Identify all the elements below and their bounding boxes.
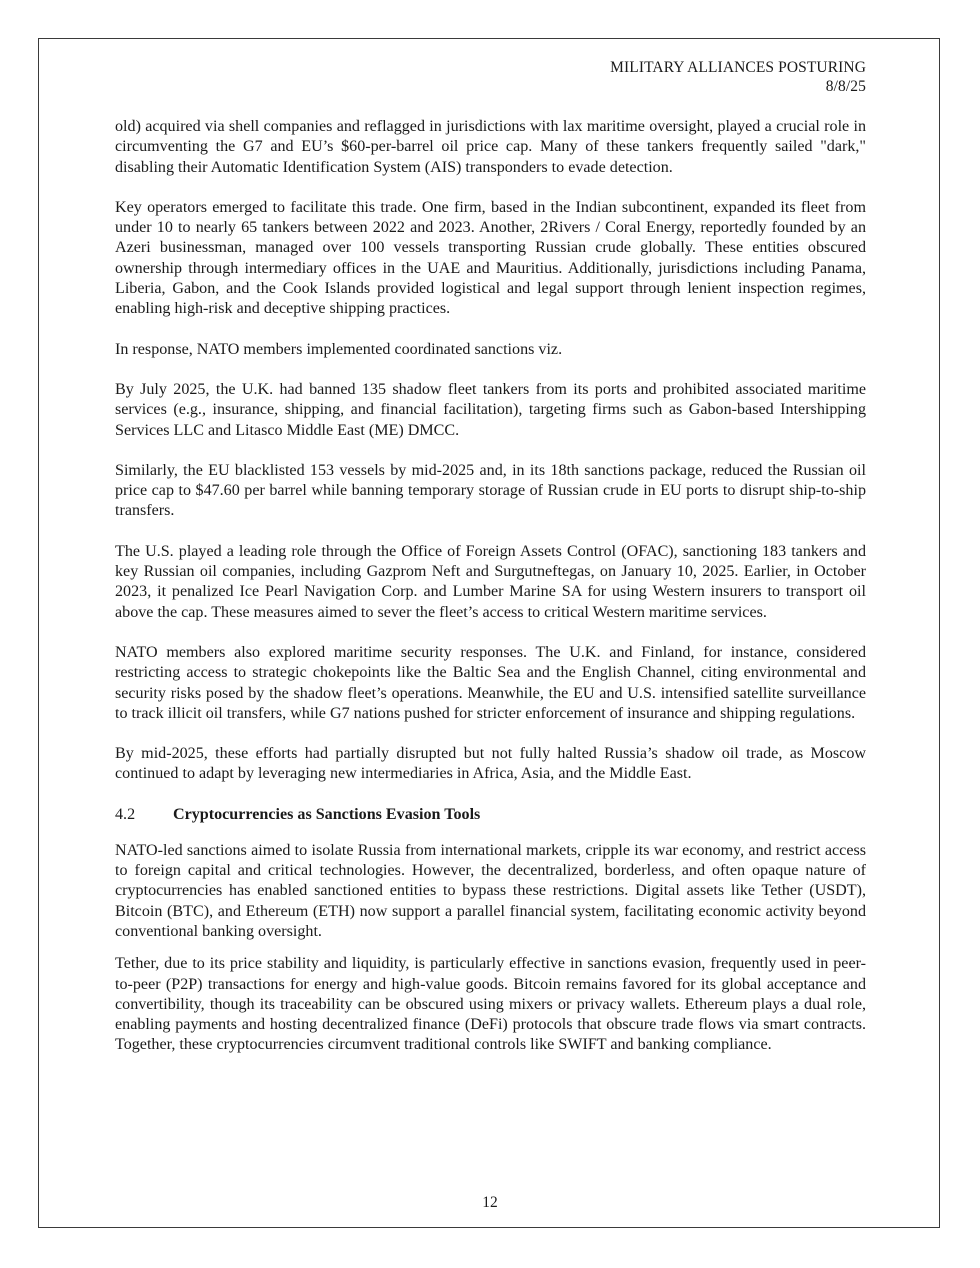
paragraph: old) acquired via shell companies and reflagged in jurisdictions with lax maritime oversight, played a crucial role in circumventing the G7 and EU’s $60-per-barrel oil price cap. Many of these tankers frequently sailed "dark," disabling their Automatic Identification System (AIS) transponders to evade detection. — [115, 118, 866, 176]
header-date: 8/8/25 — [825, 78, 866, 95]
paragraph: By July 2025, the U.K. had banned 135 shadow fleet tankers from its ports and prohibited associated maritime services (e.g., insurance, shipping, and financial facilitation), targeting firms such as Gabon-based Intershipping Services LLC and Litasco Middle East (ME) DMCC. — [115, 380, 866, 439]
paragraph: The U.S. played a leading role through the Office of Foreign Assets Control (OFAC), sanctioning 183 tankers and key Russian oil companies, including Gazprom Neft and Surgutneftegas, on January 10, 2025. Earlier, in October 2023, it penalized Ice Pearl Navigation Corp. and Lumber Marine SA for using Western insurers to transport oil above the cap. These measures aimed to sever the fleet’s access to critical Western maritime services. — [115, 542, 866, 621]
paragraph: By mid-2025, these efforts had partially disrupted but not fully halted Russia’s shadow oil trade, as Moscow continued to adapt by leveraging new intermediaries in Africa, Asia, and the Middle East. — [115, 745, 866, 783]
paragraph: NATO members also explored maritime security responses. The U.K. and Finland, for instance, considered restricting access to strategic chokepoints like the Baltic Sea and the English Channel, citing environmental and security risks posed by the shadow fleet’s operations. Meanwhile, the EU and U.S. intensified satellite surveillance to track illicit oil transfers, while G7 nations pushed for stricter enforcement of insurance and shipping regulations. — [115, 643, 866, 722]
body-content — [115, 117, 866, 1076]
section-heading — [115, 805, 866, 825]
paragraph: Tether, due to its price stability and liquidity, is particularly effective in sanctions evasion, frequently used in peer-to-peer (P2P) transactions for energy and high-value goods. Bitcoin remains favored for its global acceptance and convertibility, though its traceability can be obscured using mixers or privacy wallets. Ethereum plays a dual role, enabling payments and hosting decentralized finance (DeFi) protocols that obscure trade flows via smart contracts. Together, these cryptocurrencies circumvent traditional controls like SWIFT and banking compliance. — [115, 955, 866, 1054]
paragraph: In response, NATO members implemented coordinated sanctions viz. — [115, 340, 563, 358]
paragraph: Key operators emerged to facilitate this trade. One firm, based in the Indian subcontinent, expanded its fleet from under 10 to nearly 65 tankers between 2022 and 2023. Another, 2Rivers / Coral Energy, reportedly founded by an Azeri businessman, managed over 100 vessels transporting Russian crude globally. These entities obscured ownership through intermediary offices in the UAE and Mauritius. Additionally, jurisdictions including Panama, Liberia, Gabon, and the Cook Islands provided logistical and legal support through lenient inspection regimes, enabling high-risk and deceptive shipping practices. — [115, 198, 866, 318]
paragraph: Similarly, the EU blacklisted 153 vessels by mid-2025 and, in its 18th sanctions package, reduced the Russian oil price cap to $47.60 per barrel while banning temporary storage of Russian crude in EU ports to disrupt ship-to-ship transfers. — [115, 461, 866, 520]
paragraph: NATO-led sanctions aimed to isolate Russia from international markets, cripple its war economy, and restrict access to foreign capital and critical technologies. However, the decentralized, borderless, and often opaque nature of cryptocurrencies has enabled sanctioned entities to bypass these restrictions. Digital assets like Tether (USDT), Bitcoin (BTC), and Ethereum (ETH) now support a parallel financial system, facilitating economic activity beyond conventional banking oversight. — [115, 841, 866, 940]
running-header — [610, 58, 866, 96]
section-number: 4.2 — [115, 805, 136, 823]
header-title: MILITARY ALLIANCES POSTURING — [610, 59, 866, 76]
section-title: Cryptocurrencies as Sanctions Evasion Tools — [173, 805, 481, 823]
page-number: 12 — [482, 1194, 498, 1211]
